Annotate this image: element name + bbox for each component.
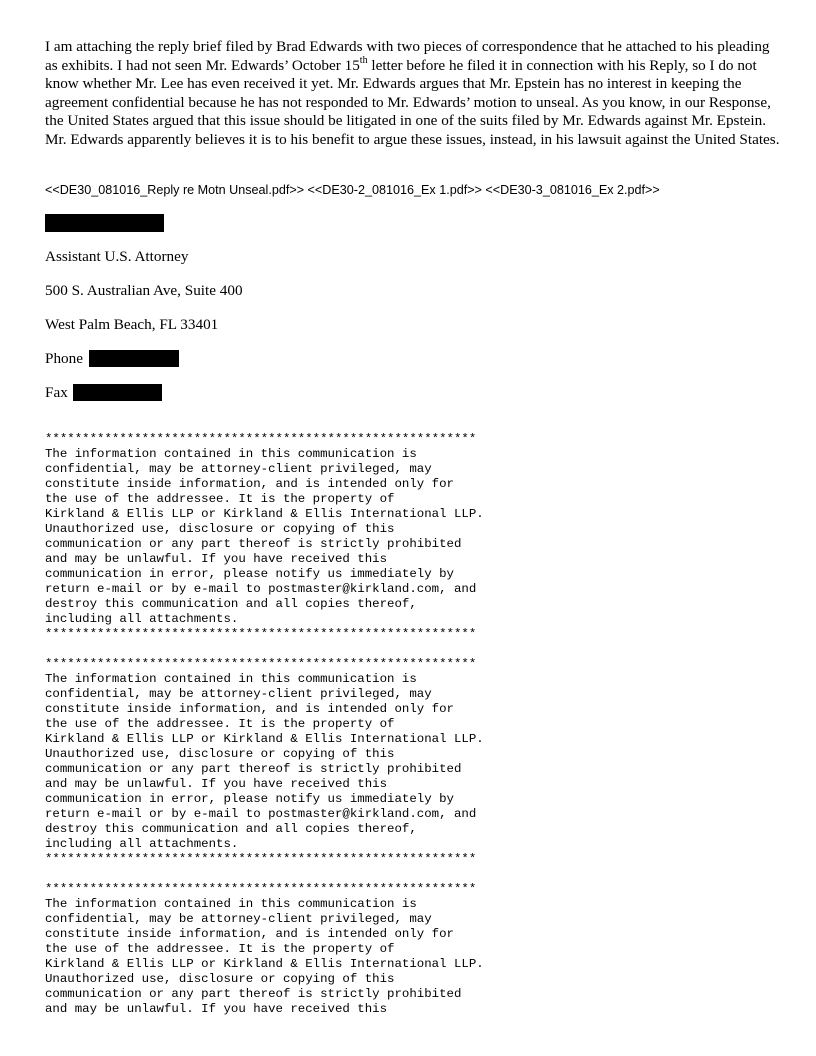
disclaimer-line: Kirkland & Ellis LLP or Kirkland & Ellis International LLP.	[45, 957, 484, 971]
disclaimer-line: The information contained in this communication is	[45, 672, 417, 686]
disclaimer-line: the use of the addressee. It is the property of	[45, 717, 395, 731]
disclaimer-line: including all attachments.	[45, 612, 239, 626]
email-body-paragraph	[45, 38, 780, 150]
disclaimer-line: destroy this communication and all copies thereof,	[45, 822, 417, 836]
disclaimer-line: **********************************************************	[45, 627, 477, 641]
disclaimer-line: **********************************************************	[45, 432, 477, 446]
disclaimer-line: The information contained in this communication is	[45, 897, 417, 911]
disclaimer-line: **********************************************************	[45, 882, 477, 896]
confidentiality-disclaimer-2	[45, 657, 565, 867]
signature-address-line1: 500 S. Australian Ave, Suite 400	[45, 282, 243, 299]
disclaimer-line: Unauthorized use, disclosure or copying of this	[45, 522, 395, 536]
disclaimer-line: and may be unlawful. If you have received this	[45, 552, 388, 566]
signature-title: Assistant U.S. Attorney	[45, 248, 189, 265]
disclaimer-line: communication in error, please notify us immediately by	[45, 567, 454, 581]
disclaimer-line: the use of the addressee. It is the property of	[45, 942, 395, 956]
disclaimer-line: **********************************************************	[45, 852, 477, 866]
disclaimer-line: return e-mail or by e-mail to postmaster@kirkland.com, and	[45, 582, 477, 596]
disclaimer-line: confidential, may be attorney-client privileged, may	[45, 912, 432, 926]
body-text-part1: I am attaching the reply brief filed by Brad Edwards with two pieces of correspondence that he attached to his pleading as exhibits. I had not seen Mr. Edwards’ October 15	[45, 38, 770, 74]
disclaimer-line: Unauthorized use, disclosure or copying of this	[45, 972, 395, 986]
disclaimer-line: The information contained in this communication is	[45, 447, 417, 461]
redacted-name-block	[45, 214, 164, 232]
disclaimer-line: including all attachments.	[45, 837, 239, 851]
disclaimer-line: communication or any part thereof is strictly prohibited	[45, 987, 462, 1001]
confidentiality-disclaimer-1	[45, 432, 565, 642]
disclaimer-line: constitute inside information, and is intended only for	[45, 702, 454, 716]
redacted-phone-block	[89, 350, 179, 367]
body-text-part2: letter before he filed it in connection with his Reply, so I do not know whether Mr. Lee has even received it yet. Mr. Edwards argues that Mr. Epstein has no interest in keeping the agreement confidential because he has not responded to Mr. Edwards’ motion to unseal. As you know, in our Response, the United States argued that this issue should be litigated in one of the suits filed by Mr. Edwards against Mr. Epstein. Mr. Edwards apparently believes it is to his benefit to argue these issues, instead, in his lawsuit against the United States.	[45, 56, 780, 148]
redacted-fax-block	[73, 384, 162, 401]
body-superscript: th	[359, 54, 368, 66]
disclaimer-line: communication or any part thereof is strictly prohibited	[45, 537, 462, 551]
disclaimer-line: Kirkland & Ellis LLP or Kirkland & Ellis International LLP.	[45, 732, 484, 746]
disclaimer-line: constitute inside information, and is intended only for	[45, 927, 454, 941]
disclaimer-line: constitute inside information, and is intended only for	[45, 477, 454, 491]
signature-address-line2: West Palm Beach, FL 33401	[45, 316, 219, 333]
signature-phone-label: Phone	[45, 350, 83, 367]
signature-fax-label: Fax	[45, 384, 68, 401]
disclaimer-line: communication or any part thereof is strictly prohibited	[45, 762, 462, 776]
disclaimer-line: destroy this communication and all copies thereof,	[45, 597, 417, 611]
disclaimer-line: confidential, may be attorney-client privileged, may	[45, 462, 432, 476]
disclaimer-line: Kirkland & Ellis LLP or Kirkland & Ellis International LLP.	[45, 507, 484, 521]
disclaimer-line: confidential, may be attorney-client privileged, may	[45, 687, 432, 701]
attachment-list[interactable]: <<DE30_081016_Reply re Motn Unseal.pdf>> <<DE30-2_081016_Ex 1.pdf>> <<DE30-3_081016_Ex 2.pdf>>	[45, 183, 660, 197]
disclaimer-line: **********************************************************	[45, 657, 477, 671]
disclaimer-line: and may be unlawful. If you have received this	[45, 777, 388, 791]
disclaimer-line: communication in error, please notify us immediately by	[45, 792, 454, 806]
disclaimer-line: Unauthorized use, disclosure or copying of this	[45, 747, 395, 761]
disclaimer-line: the use of the addressee. It is the property of	[45, 492, 395, 506]
disclaimer-line: return e-mail or by e-mail to postmaster@kirkland.com, and	[45, 807, 477, 821]
disclaimer-line: and may be unlawful. If you have received this	[45, 1002, 388, 1016]
confidentiality-disclaimer-3	[45, 882, 565, 1017]
